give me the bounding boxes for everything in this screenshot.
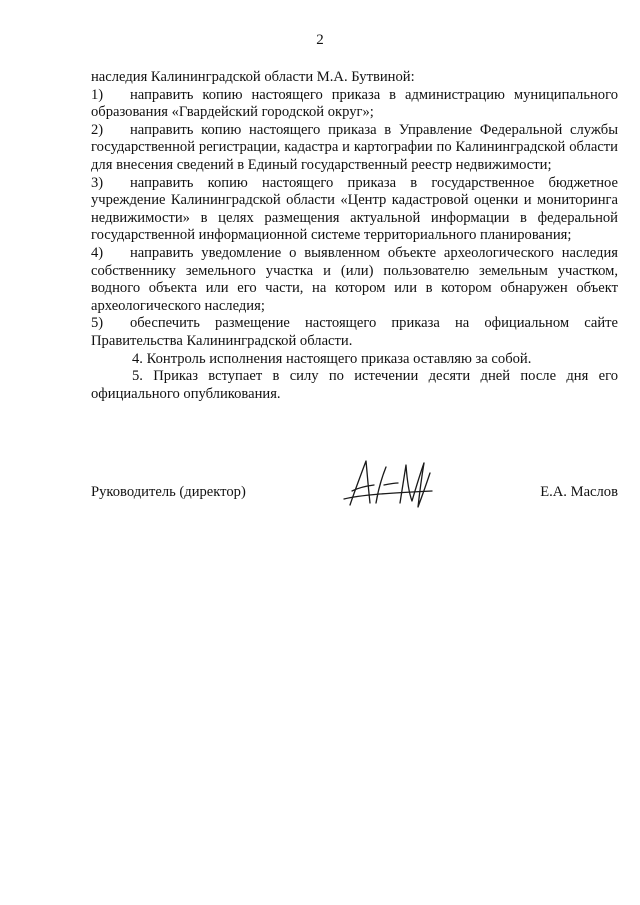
handwritten-signature-icon xyxy=(340,455,450,517)
list-item-number: 2) xyxy=(91,121,104,138)
list-item xyxy=(91,315,618,350)
point-5-paragraph: 5. Приказ вступает в силу по истечении десяти дней после дня его официального опубликования. xyxy=(91,368,618,402)
list-item-number: 4) xyxy=(91,244,104,261)
document-body xyxy=(91,69,618,403)
list-item-text: направить уведомление о выявленном объекте археологического наследия собственнику земельного участка и (или) пользователю земельным участком, водного объекта или его части, на котором или в котором обнаружен объект археологического наследия; xyxy=(91,244,618,314)
list-item xyxy=(91,245,618,315)
list-item-number: 1) xyxy=(91,86,104,103)
point-4-paragraph: 4. Контроль исполнения настоящего приказа оставляю за собой. xyxy=(132,350,532,367)
list-item xyxy=(91,122,618,175)
list-item-text: направить копию настоящего приказа в государственное бюджетное учреждение Калининградской области «Центр кадастровой оценки и мониторинга недвижимости» в целях размещения актуальной информации в федеральной государственной информационной системе территориального планирования; xyxy=(91,174,618,244)
list-item xyxy=(91,87,618,122)
list-item xyxy=(91,175,618,245)
list-item-text: обеспечить размещение настоящего приказа на официальном сайте Правительства Калининградской области. xyxy=(91,315,618,349)
list-item-number: 3) xyxy=(91,174,104,191)
list-item-text: направить копию настоящего приказа в Управление Федеральной службы государственной регистрации, кадастра и картографии по Калининградской области для внесения сведений в Единый государственный реестр недвижимости; xyxy=(91,121,618,173)
list-item-number: 5) xyxy=(91,315,104,332)
signer-position: Руководитель (директор) xyxy=(91,484,246,500)
intro-paragraph: наследия Калининградской области М.А. Бутвиной: xyxy=(91,69,415,85)
page-number: 2 xyxy=(316,32,324,48)
list-item-text: направить копию настоящего приказа в администрацию муниципального образования «Гвардейский городской округ»; xyxy=(91,86,618,121)
signer-name: Е.А. Маслов xyxy=(540,484,618,500)
